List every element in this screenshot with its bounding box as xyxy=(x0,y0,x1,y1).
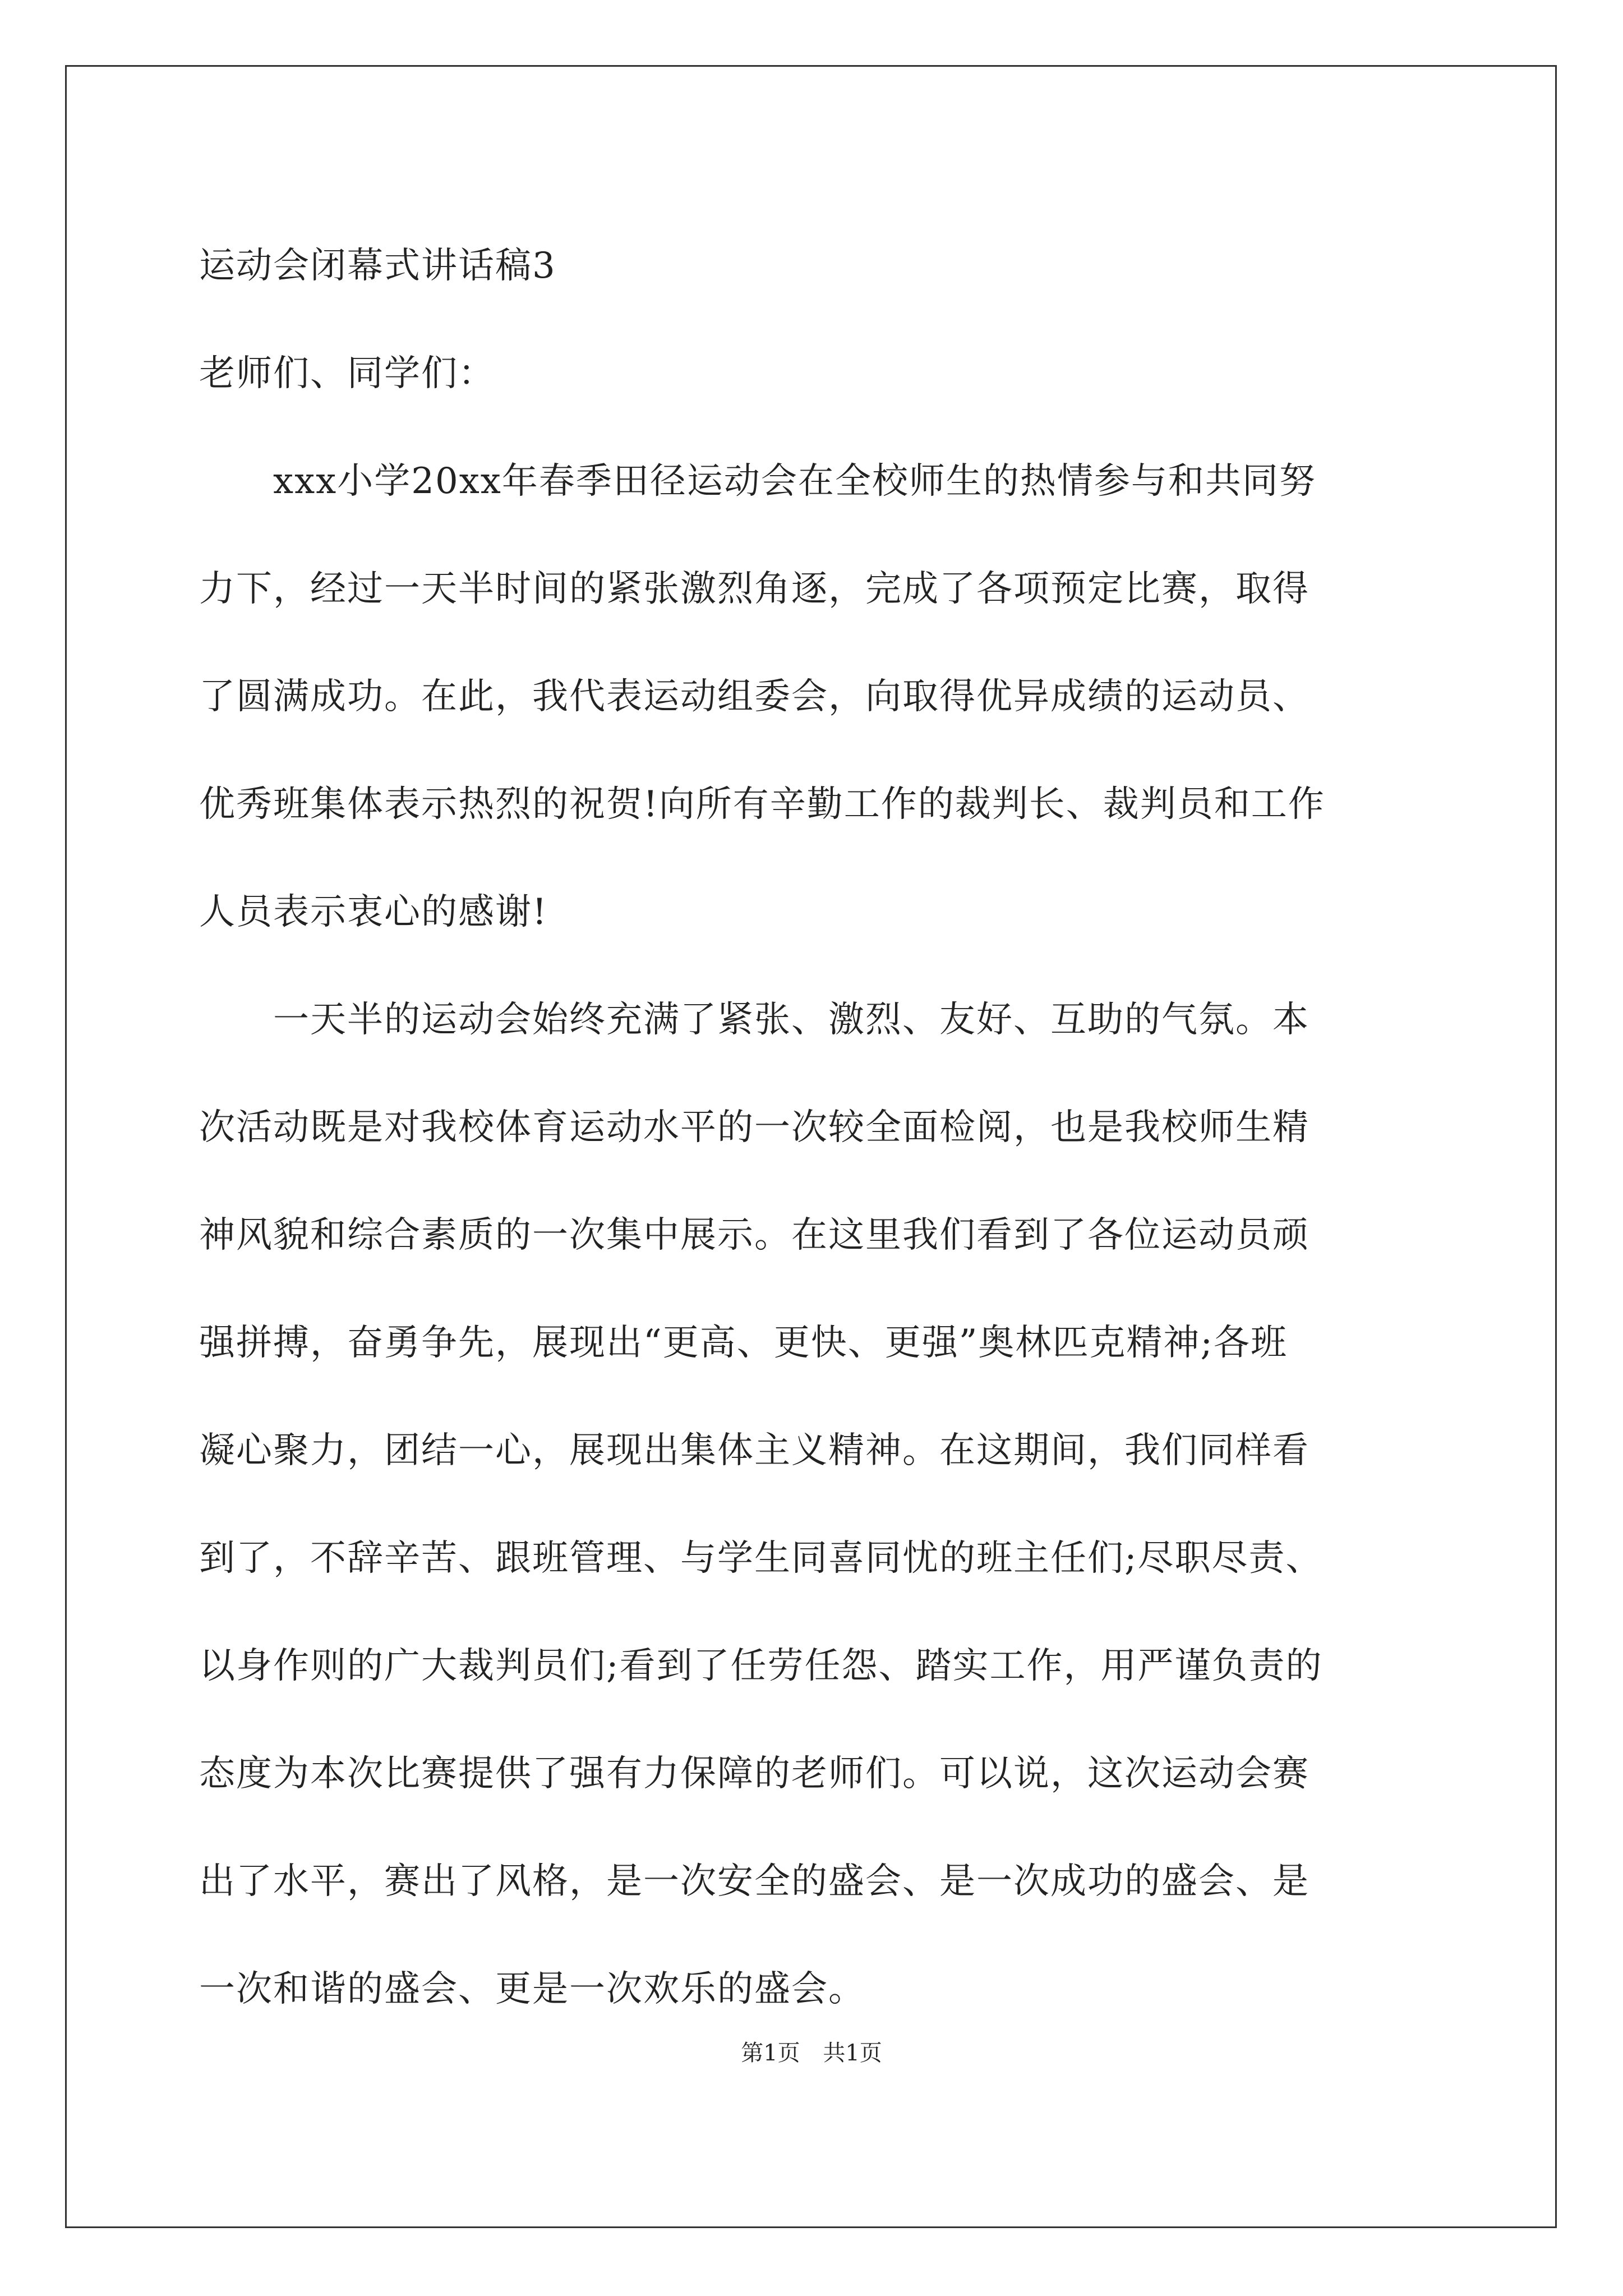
paragraph-2 xyxy=(199,966,1455,2043)
paragraph-line: 到了，不辞辛苦、跟班管理、与学生同喜同忧的班主任们;尽职尽责、 xyxy=(199,1538,1323,1579)
page-number-current: 第1页 xyxy=(741,2040,800,2066)
paragraph-line: 了圆满成功。在此，我代表运动组委会，向取得优异成绩的运动员、 xyxy=(199,676,1310,717)
paragraph-line: 一次和谐的盛会、更是一次欢乐的盛会。 xyxy=(199,1968,865,2010)
page-footer xyxy=(0,2036,1623,2070)
salutation: 老师们、同学们： xyxy=(199,353,495,394)
paragraph-line: 以身作则的广大裁判员们;看到了任劳任怨、踏实工作，用严谨负责的 xyxy=(199,1645,1323,1687)
paragraph-line: 强拼搏，奋勇争先，展现出“更高、更快、更强”奥林匹克精神;各班 xyxy=(199,1322,1288,1364)
paragraph-line: 次活动既是对我校体育运动水平的一次较全面检阅，也是我校师生精 xyxy=(199,1107,1310,1148)
paragraph-line: 态度为本次比赛提供了强有力保障的老师们。可以说，这次运动会赛 xyxy=(199,1753,1310,1795)
paragraph-line: 力下，经过一天半时间的紧张激烈角逐，完成了各项预定比赛，取得 xyxy=(199,568,1310,610)
paragraph-line: 一天半的运动会始终充满了紧张、激烈、友好、互助的气氛。本 xyxy=(199,999,1310,1041)
page-number-total: 共1页 xyxy=(823,2040,882,2066)
paragraph-line: 凝心聚力，团结一心，展现出集体主义精神。在这期间，我们同样看 xyxy=(199,1430,1310,1471)
paragraph-line: xxx小学20xx年春季田径运动会在全校师生的热情参与和共同努 xyxy=(199,461,1316,502)
paragraph-line: 出了水平，赛出了风格，是一次安全的盛会、是一次成功的盛会、是 xyxy=(199,1861,1310,1902)
document-body xyxy=(199,212,1455,2043)
paragraph-line: 人员表示衷心的感谢! xyxy=(199,891,548,933)
document-title: 运动会闭幕式讲话稿3 xyxy=(199,245,556,287)
paragraph-1 xyxy=(199,427,1455,966)
paragraph-line: 优秀班集体表示热烈的祝贺!向所有辛勤工作的裁判长、裁判员和工作 xyxy=(199,784,1325,825)
paragraph-line: 神风貌和综合素质的一次集中展示。在这里我们看到了各位运动员顽 xyxy=(199,1214,1310,1256)
